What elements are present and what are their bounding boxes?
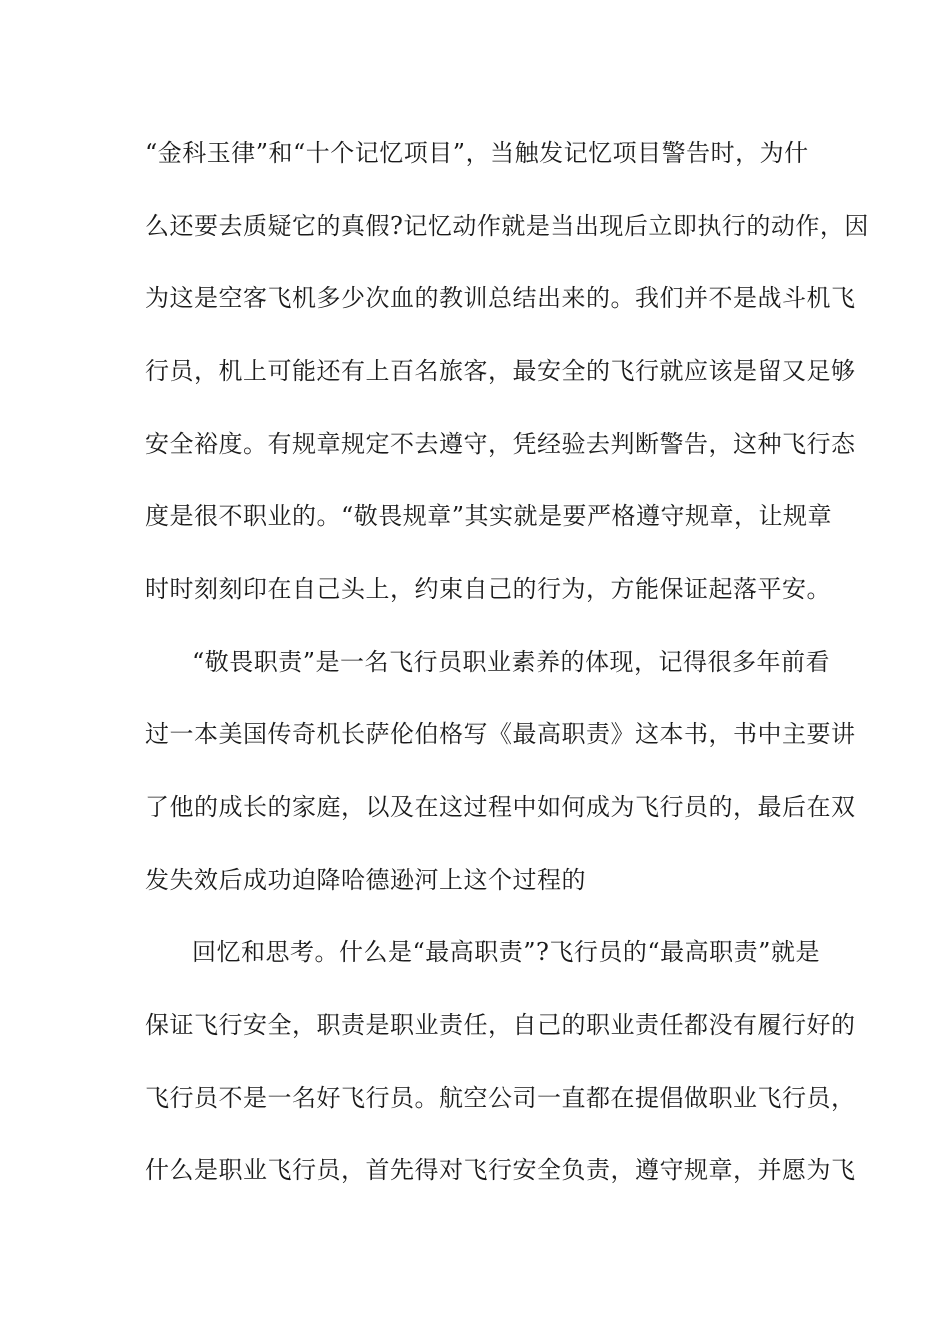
paragraph-line: 为这是空客飞机多少次血的教训总结出来的。我们并不是战斗机飞 [145,284,856,312]
paragraph-line: 保证飞行安全，职责是职业责任，自己的职业责任都没有履行好的 [145,1011,856,1039]
paragraph-line: 了他的成长的家庭，以及在这过程中如何成为飞行员的，最后在双 [145,793,856,821]
paragraph-line: “敬畏职责”是一名飞行员职业素养的体现，记得很多年前看 [192,648,831,676]
paragraph-line: 什么是职业飞行员，首先得对飞行安全负责，遵守规章，并愿为飞 [145,1156,856,1184]
paragraph-line: 么还要去质疑它的真假?记忆动作就是当出现后立即执行的动作，因 [145,212,869,240]
paragraph-line: 飞行员不是一名好飞行员。航空公司一直都在提倡做职业飞行员， [145,1084,856,1112]
paragraph-line: 过一本美国传奇机长萨伦伯格写《最高职责》这本书，书中主要讲 [145,720,856,748]
paragraph-line: 回忆和思考。什么是“最高职责”?飞行员的“最高职责”就是 [192,938,820,966]
paragraph-line: “金科玉律”和“十个记忆项目”，当触发记忆项目警告时，为什 [145,139,809,167]
paragraph-line: 度是很不职业的。“敬畏规章”其实就是要严格遵守规章，让规章 [145,502,833,530]
paragraph-line: 时时刻刻印在自己头上，约束自己的行为，方能保证起落平安。 [145,575,831,603]
paragraph-line: 发失效后成功迫降哈德逊河上这个过程的 [145,866,586,894]
paragraph-line: 行员，机上可能还有上百名旅客，最安全的飞行就应该是留又足够 [145,357,856,385]
paragraph-line: 安全裕度。有规章规定不去遵守，凭经验去判断警告，这种飞行态 [145,430,856,458]
